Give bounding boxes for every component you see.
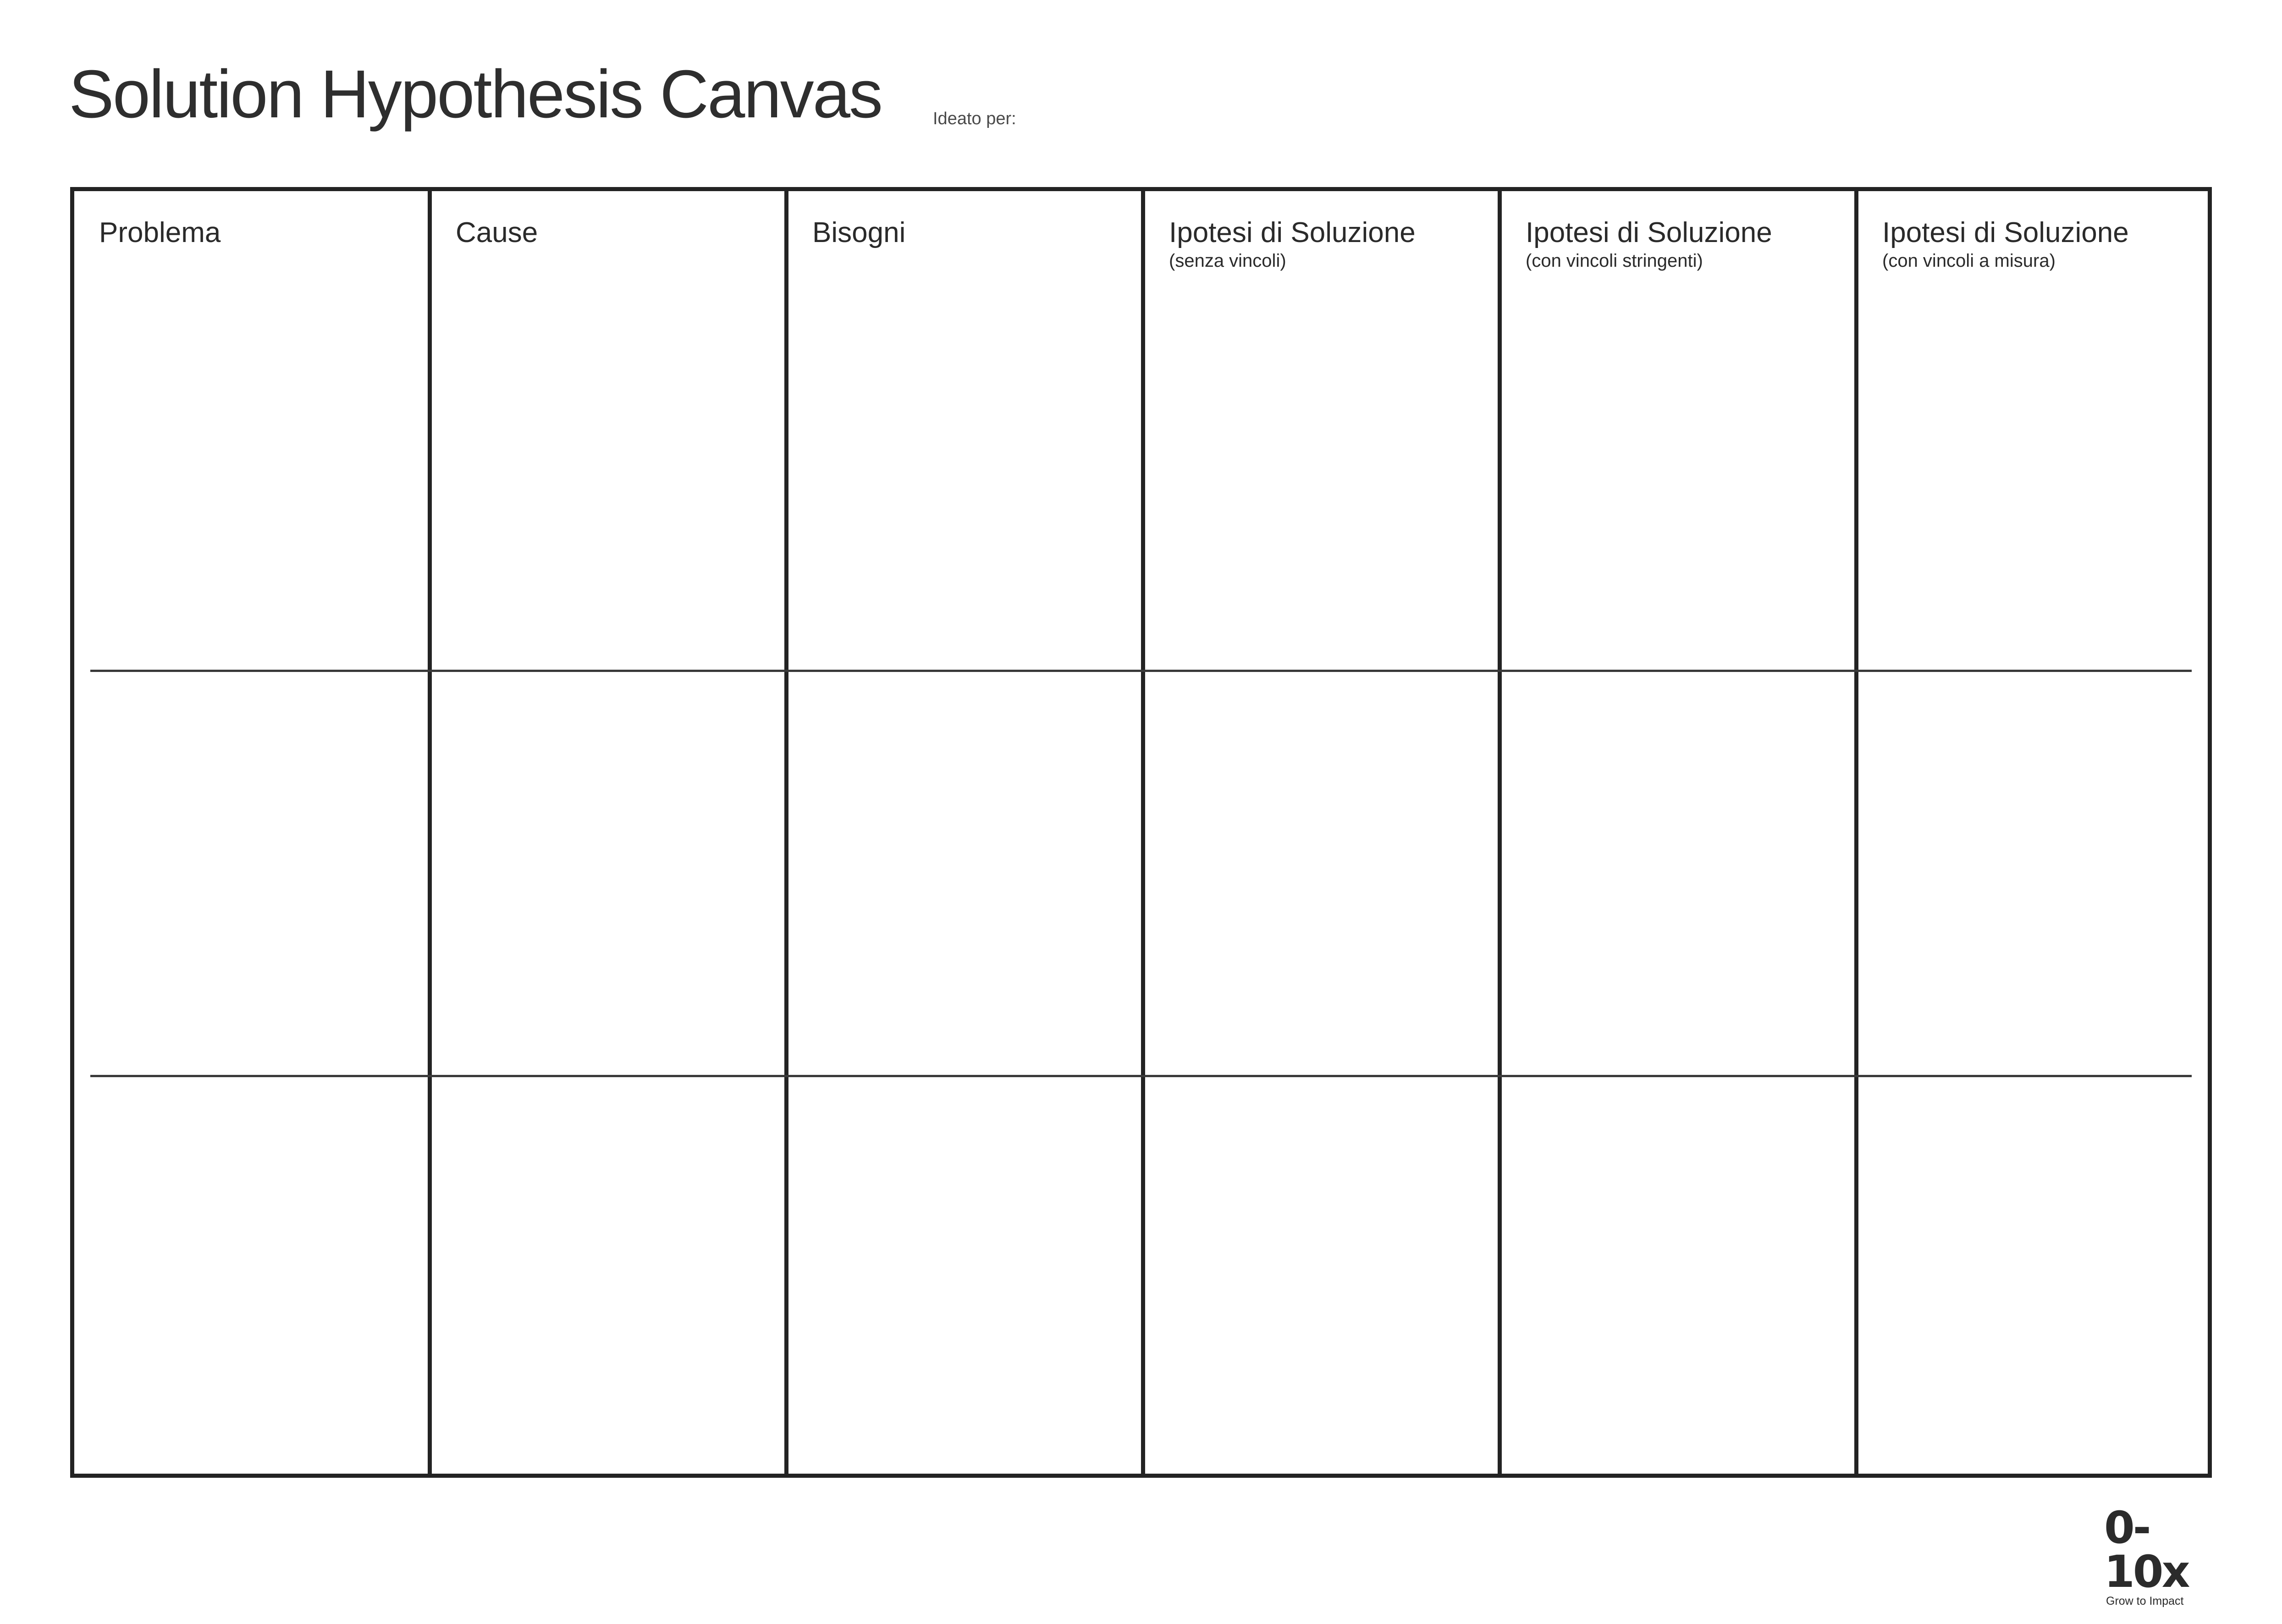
column-divider — [784, 191, 788, 1474]
column-label: Ipotesi di Soluzione — [1526, 217, 1772, 248]
column-header-problema — [99, 219, 420, 247]
column-label: Bisogni — [812, 217, 906, 248]
column-label: Cause — [456, 217, 538, 248]
column-sublabel: (senza vincoli) — [1169, 251, 1286, 271]
column-divider — [428, 191, 432, 1474]
column-divider — [1854, 191, 1858, 1474]
column-header-bisogni — [812, 219, 1133, 247]
column-divider — [1141, 191, 1145, 1474]
page-title: Solution Hypothesis Canvas — [69, 56, 882, 132]
column-sublabel: (con vincoli a misura) — [1882, 251, 2056, 271]
column-label: Ipotesi di Soluzione — [1882, 217, 2129, 248]
row-divider — [90, 670, 2192, 672]
logo-tagline: Grow to Impact — [2106, 1595, 2184, 1607]
column-header-ipotesi-vincoli-stringenti — [1526, 219, 1847, 270]
column-header-cause — [456, 219, 777, 247]
column-divider — [1498, 191, 1502, 1474]
row-divider — [90, 1075, 2192, 1077]
logo-mark: 0-10x — [2104, 1502, 2188, 1597]
column-label: Problema — [99, 217, 221, 248]
canvas-grid — [70, 187, 2212, 1478]
column-header-ipotesi-senza-vincoli — [1169, 219, 1490, 270]
column-header-ipotesi-vincoli-a-misura — [1882, 219, 2203, 270]
brand-logo — [2104, 1502, 2214, 1607]
column-sublabel: (con vincoli stringenti) — [1526, 251, 1703, 271]
ideato-per-label: Ideato per: — [933, 109, 1016, 128]
column-label: Ipotesi di Soluzione — [1169, 217, 1416, 248]
